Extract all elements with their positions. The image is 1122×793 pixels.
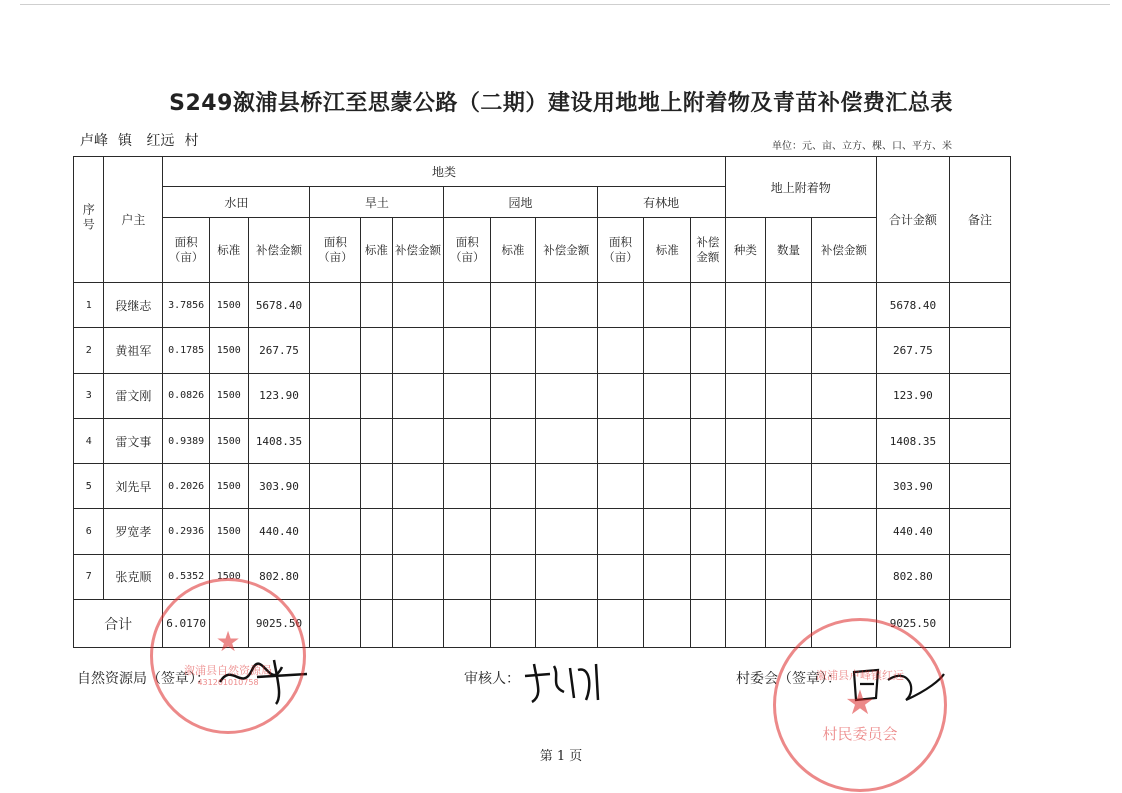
empty-cell — [535, 373, 597, 418]
row-owner: 刘先早 — [104, 464, 163, 509]
empty-cell — [811, 283, 876, 328]
row-paddy-standard: 1500 — [209, 328, 248, 373]
header-garden-area: 面积（亩） — [444, 218, 491, 283]
header-forest-compensation: 补偿金额 — [691, 218, 726, 283]
empty-cell — [644, 509, 691, 554]
row-total-amount: 5678.40 — [876, 283, 949, 328]
empty-cell — [209, 600, 248, 648]
empty-cell — [361, 600, 392, 648]
row-seq: 6 — [74, 509, 104, 554]
bureau-stamp-text: 溆浦县自然资源局 — [184, 664, 272, 677]
empty-cell — [535, 554, 597, 599]
empty-cell — [491, 600, 536, 648]
row-remarks — [949, 373, 1010, 418]
empty-cell — [444, 418, 491, 463]
row-remarks — [949, 464, 1010, 509]
compensation-table — [73, 156, 1011, 648]
empty-cell — [310, 600, 361, 648]
unit-note: 单位：元、亩、立方、棵、口、平方、米 — [772, 141, 952, 152]
row-remarks — [949, 418, 1010, 463]
empty-cell — [644, 328, 691, 373]
empty-cell — [597, 509, 644, 554]
empty-cell — [691, 600, 726, 648]
row-paddy-standard: 1500 — [209, 373, 248, 418]
empty-cell — [691, 554, 726, 599]
empty-cell — [691, 418, 726, 463]
totals-row — [74, 600, 1011, 648]
empty-cell — [691, 283, 726, 328]
header-dry-area: 面积（亩） — [310, 218, 361, 283]
empty-cell — [725, 328, 766, 373]
row-seq: 3 — [74, 373, 104, 418]
empty-cell — [310, 283, 361, 328]
empty-cell — [361, 509, 392, 554]
empty-cell — [811, 464, 876, 509]
empty-cell — [766, 509, 812, 554]
empty-cell — [392, 509, 444, 554]
empty-cell — [491, 283, 536, 328]
header-garden-standard: 标准 — [491, 218, 536, 283]
table-row — [74, 283, 1011, 328]
header-owner: 户主 — [104, 157, 163, 283]
header-attach-quantity: 数量 — [766, 218, 812, 283]
empty-cell — [361, 464, 392, 509]
village-name: 红远 — [146, 133, 175, 149]
empty-cell — [766, 283, 812, 328]
header-dry-standard: 标准 — [361, 218, 392, 283]
empty-cell — [444, 328, 491, 373]
empty-cell — [444, 509, 491, 554]
empty-cell — [535, 283, 597, 328]
header-paddy: 水田 — [163, 187, 310, 218]
row-total-amount: 267.75 — [876, 328, 949, 373]
empty-cell — [597, 418, 644, 463]
row-remarks — [949, 328, 1010, 373]
row-paddy-compensation: 1408.35 — [248, 418, 310, 463]
totals-remarks — [949, 600, 1010, 648]
empty-cell — [491, 554, 536, 599]
header-remarks: 备注 — [949, 157, 1010, 283]
row-paddy-compensation: 440.40 — [248, 509, 310, 554]
header-seq — [74, 157, 104, 283]
empty-cell — [766, 328, 812, 373]
empty-cell — [597, 600, 644, 648]
village-suffix: 村 — [184, 133, 199, 149]
top-border-line — [20, 4, 1110, 5]
row-total-amount: 123.90 — [876, 373, 949, 418]
empty-cell — [392, 464, 444, 509]
row-paddy-standard: 1500 — [209, 509, 248, 554]
empty-cell — [392, 600, 444, 648]
row-paddy-area: 0.5352 — [163, 554, 210, 599]
table-row — [74, 554, 1011, 599]
reviewer-signature-label: 审核人： — [464, 671, 520, 687]
empty-cell — [644, 464, 691, 509]
row-paddy-area: 0.0826 — [163, 373, 210, 418]
empty-cell — [310, 418, 361, 463]
row-seq: 5 — [74, 464, 104, 509]
resources-bureau-signature-label: 自然资源局（签章）： — [77, 671, 210, 687]
stamp-star-icon: ★ — [844, 682, 876, 723]
empty-cell — [491, 509, 536, 554]
row-paddy-area: 0.2936 — [163, 509, 210, 554]
row-owner: 张克顺 — [104, 554, 163, 599]
table-row — [74, 373, 1011, 418]
row-paddy-standard: 1500 — [209, 464, 248, 509]
empty-cell — [361, 373, 392, 418]
header-garden-compensation: 补偿金额 — [535, 218, 597, 283]
header-forest: 有林地 — [597, 187, 725, 218]
row-paddy-area: 3.7856 — [163, 283, 210, 328]
row-owner: 雷文刚 — [104, 373, 163, 418]
empty-cell — [725, 418, 766, 463]
empty-cell — [392, 554, 444, 599]
empty-cell — [725, 554, 766, 599]
empty-cell — [310, 509, 361, 554]
empty-cell — [644, 373, 691, 418]
empty-cell — [811, 418, 876, 463]
empty-cell — [535, 464, 597, 509]
row-remarks — [949, 283, 1010, 328]
row-total-amount: 440.40 — [876, 509, 949, 554]
row-paddy-compensation: 267.75 — [248, 328, 310, 373]
village-handwritten-signature — [848, 660, 948, 710]
header-land-type: 地类 — [163, 157, 725, 187]
empty-cell — [766, 600, 812, 648]
empty-cell — [725, 464, 766, 509]
row-paddy-compensation: 5678.40 — [248, 283, 310, 328]
table-row — [74, 328, 1011, 373]
row-paddy-standard: 1500 — [209, 418, 248, 463]
empty-cell — [644, 600, 691, 648]
empty-cell — [491, 328, 536, 373]
row-seq: 4 — [74, 418, 104, 463]
header-forest-area: 面积（亩） — [597, 218, 644, 283]
empty-cell — [766, 554, 812, 599]
header-seq-text: 序号 — [81, 203, 96, 233]
empty-cell — [811, 600, 876, 648]
row-total-amount: 1408.35 — [876, 418, 949, 463]
empty-cell — [444, 600, 491, 648]
header-attach-type: 种类 — [725, 218, 766, 283]
empty-cell — [361, 283, 392, 328]
row-owner: 雷文事 — [104, 418, 163, 463]
empty-cell — [444, 373, 491, 418]
empty-cell — [310, 328, 361, 373]
empty-cell — [811, 509, 876, 554]
header-total-amount: 合计金额 — [876, 157, 949, 283]
row-total-amount: 802.80 — [876, 554, 949, 599]
empty-cell — [491, 418, 536, 463]
row-paddy-compensation: 303.90 — [248, 464, 310, 509]
header-forest-standard: 标准 — [644, 218, 691, 283]
row-paddy-compensation: 123.90 — [248, 373, 310, 418]
header-paddy-compensation: 补偿金额 — [248, 218, 310, 283]
empty-cell — [392, 328, 444, 373]
town-suffix: 镇 — [118, 133, 132, 149]
table-row — [74, 509, 1011, 554]
empty-cell — [361, 328, 392, 373]
document-title: S249溆浦县桥江至思蒙公路（二期）建设用地地上附着物及青苗补偿费汇总表 — [169, 91, 953, 116]
empty-cell — [811, 373, 876, 418]
empty-cell — [691, 328, 726, 373]
town-name: 卢峰 — [80, 133, 108, 149]
empty-cell — [811, 554, 876, 599]
empty-cell — [491, 464, 536, 509]
row-paddy-standard: 1500 — [209, 554, 248, 599]
empty-cell — [597, 373, 644, 418]
empty-cell — [597, 464, 644, 509]
empty-cell — [725, 509, 766, 554]
empty-cell — [491, 373, 536, 418]
empty-cell — [725, 600, 766, 648]
village-stamp-bottom-text: 村民委员会 — [822, 724, 898, 743]
row-total-amount: 303.90 — [876, 464, 949, 509]
row-paddy-area: 0.1785 — [163, 328, 210, 373]
reviewer-handwritten-signature — [520, 656, 610, 706]
row-owner: 罗宽孝 — [104, 509, 163, 554]
table-row — [74, 418, 1011, 463]
empty-cell — [766, 373, 812, 418]
empty-cell — [444, 283, 491, 328]
empty-cell — [691, 464, 726, 509]
village-committee-signature-label: 村委会（签章）： — [736, 671, 841, 687]
empty-cell — [535, 600, 597, 648]
header-paddy-standard: 标准 — [209, 218, 248, 283]
empty-cell — [644, 283, 691, 328]
header-attach-compensation: 补偿金额 — [811, 218, 876, 283]
row-remarks — [949, 554, 1010, 599]
row-remarks — [949, 509, 1010, 554]
village-stamp-top-text: 溆浦县卢峰镇红远 — [816, 668, 904, 682]
empty-cell — [644, 554, 691, 599]
empty-cell — [444, 554, 491, 599]
empty-cell — [766, 464, 812, 509]
header-attachments: 地上附着物 — [725, 157, 876, 218]
row-seq: 1 — [74, 283, 104, 328]
header-dry-land: 旱土 — [310, 187, 444, 218]
empty-cell — [535, 418, 597, 463]
empty-cell — [766, 418, 812, 463]
empty-cell — [392, 283, 444, 328]
empty-cell — [444, 464, 491, 509]
empty-cell — [597, 283, 644, 328]
bureau-stamp-code: 431201010758 — [197, 678, 259, 687]
empty-cell — [535, 509, 597, 554]
row-paddy-standard: 1500 — [209, 283, 248, 328]
empty-cell — [535, 328, 597, 373]
empty-cell — [811, 328, 876, 373]
header-dry-compensation: 补偿金额 — [392, 218, 444, 283]
empty-cell — [691, 509, 726, 554]
totals-amount: 9025.50 — [248, 600, 310, 648]
empty-cell — [310, 554, 361, 599]
header-garden: 园地 — [444, 187, 597, 218]
empty-cell — [725, 373, 766, 418]
row-paddy-area: 0.9389 — [163, 418, 210, 463]
empty-cell — [597, 554, 644, 599]
totals-label: 合计 — [74, 600, 163, 648]
row-paddy-compensation: 802.80 — [248, 554, 310, 599]
location-line — [80, 130, 208, 150]
empty-cell — [310, 373, 361, 418]
empty-cell — [597, 328, 644, 373]
empty-cell — [392, 418, 444, 463]
empty-cell — [361, 554, 392, 599]
empty-cell — [310, 464, 361, 509]
row-seq: 7 — [74, 554, 104, 599]
totals-total-amount: 9025.50 — [876, 600, 949, 648]
totals-area: 6.0170 — [163, 600, 210, 648]
header-paddy-area: 面积（亩） — [163, 218, 210, 283]
empty-cell — [361, 418, 392, 463]
stamp-star-icon: ★ — [215, 625, 241, 658]
empty-cell — [644, 418, 691, 463]
empty-cell — [691, 373, 726, 418]
page-number: 第 1 页 — [539, 749, 583, 764]
row-seq: 2 — [74, 328, 104, 373]
table-row — [74, 464, 1011, 509]
row-owner: 黄祖军 — [104, 328, 163, 373]
row-paddy-area: 0.2026 — [163, 464, 210, 509]
bureau-handwritten-signature — [212, 652, 312, 707]
empty-cell — [725, 283, 766, 328]
empty-cell — [392, 373, 444, 418]
row-owner: 段继志 — [104, 283, 163, 328]
